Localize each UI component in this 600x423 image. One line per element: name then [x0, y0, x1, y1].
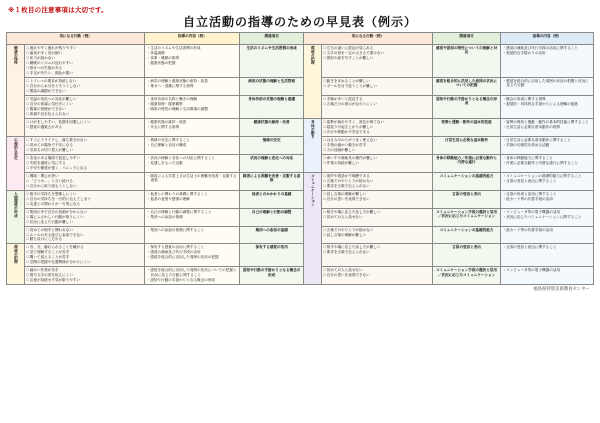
header-kininaru-left: 気になる行動（例）	[7, 33, 145, 45]
shido-cell: ・ 身体各部の名称と働きの理解 ・ 服薬管理・健康観察 ・ 障害の特性の理解と生活環境の調整	[145, 95, 240, 118]
shido-cell: ・ 自己の理解と行動の調整に関すること ・ 集団への参加の基礎	[145, 208, 240, 226]
kanren-cell: 障害による困難を改善・克服する意欲	[240, 172, 303, 190]
shido-cell: ・ 状況の理解と変化への対応に関すること ・ 見通しをもった活動	[145, 154, 240, 172]
kininaru-cell: □ 細かい作業が苦手 □ 図や文字の形を捉えにくい □ 注意が持続せず気が散りやすい	[25, 267, 145, 285]
kininaru-cell: □ 相手や場に応じた話し方が難しい □ 要求を言葉で伝えられない	[322, 244, 433, 267]
kininaru-cell: □ すぐにイライラし、落ち着きがない □ 初めての場所で不安になる □ 気持ちの切り替えが難しい	[25, 136, 145, 154]
shido-cell: ・ コンピュータ等の電子機器の活用 ・ 状況に応じたコミュニケーションに関すること	[501, 208, 594, 226]
shido-cell: ・ 病気の理解と健康状態の維持・改善 ・ 排せつ・清潔に関する指導	[145, 77, 240, 95]
category-shintai-no-ugoki: 身体の動き	[303, 118, 321, 172]
table-row	[7, 267, 594, 285]
kininaru-cell: □ はさみやのりがうまく使えない □ 手指の細かい動きが苦手 □ 力の加減が難しい	[322, 136, 433, 154]
shido-cell: ・ 障害による学習上又は生活上の困難を改善・克服する意欲	[145, 172, 240, 190]
kanren-cell: 情緒の安定	[240, 136, 303, 154]
shido-cell: ・ コミュニケーションの基礎的能力に関すること ・ 言語の受容と表出に関すること	[501, 172, 594, 190]
header-kanren-right: 関連項目	[433, 33, 501, 45]
kanren-cell: 姿勢と運動・動作の基本的技能	[433, 118, 501, 136]
header-shido-right: 指導の内容（例）	[501, 33, 594, 45]
table-row	[7, 136, 594, 154]
kanren-cell: 集団への参加の基礎	[240, 226, 303, 244]
kanren-cell: 保有する感覚の活用	[240, 244, 303, 267]
kininaru-cell: □ 興味・関心が狭い □ 「どうせ…」と言い続ける □ 自分から取り組もうとしない	[25, 172, 145, 190]
category-kenkou-no-hoji: 健康の保持	[7, 45, 25, 137]
kanren-cell: 言語の受容と表出	[433, 244, 501, 267]
kininaru-cell: □ 話し言葉の理解が難しい □ 自分の思いを表現できない	[322, 190, 433, 208]
shido-cell: ・ 保有する感覚の活用に関すること ・ 感覚の補助及び代行手段の活用 ・ 感覚を総合的に活用した周囲の状況の把握	[145, 244, 240, 267]
kininaru-cell: □ 相手の気持ちを想像しにくい □ 自分の気持ちを一方的に伝えてしまう □ 友達との関わりが一方的になる	[25, 190, 145, 208]
kininaru-cell: □ 手順が多いと混乱する □ 言葉だけの指示が伝わりにくい	[322, 95, 433, 118]
title-row	[6, 14, 594, 30]
kininaru-cell: □ 車いすや補助具の操作が難しい □ 作業の持続が難しい	[322, 154, 433, 172]
shido-cell: ・ 健康状態の維持・改善 ・ 安全に関する指導	[145, 118, 240, 136]
warning-note: ※１枚目の注意事項は大切です。	[8, 7, 108, 14]
kininaru-cell: □ トイレへの要求が持続しない □ 自分から水分をとろうとしない □ 服装の調節ができない	[25, 77, 145, 95]
table-row	[7, 172, 594, 190]
category-kankyo-no-haaku-right: 環境の把握	[303, 45, 321, 119]
kanren-cell: 言語の受容と表出	[433, 190, 501, 208]
shido-cell: ・ 概念の形成に関する指導 ・ 視覚的・具体的な手掛かりによる理解の促進	[501, 95, 594, 118]
kanren-cell: 他者とのかかわりの基礎	[240, 190, 303, 208]
shido-cell: ・ 日常生活に必要な基本動作に関すること ・ 手指の巧緻性を高める活動	[501, 136, 594, 154]
kininaru-cell: □ 初めての人と話せない □ 自分の思いを表現できない	[322, 267, 433, 285]
kanren-cell: コミュニケーションの基礎的能力	[433, 172, 501, 190]
header-shido-left: 指導の内容（例）	[145, 33, 240, 45]
kininaru-cell: □ 変化のある場面で混乱しやすい □ 失敗を過度に気にする □ 不安や緊張が強く、パニックになる	[25, 154, 145, 172]
table-row	[7, 77, 594, 95]
kanren-cell: 日常生活に必要な基本動作	[433, 136, 501, 154]
kininaru-cell: □ 集団の中で自分の役割が分からない □ 場にふさわしい行動が取りにくい □ 状況に応じた行動が難しい	[25, 208, 145, 226]
table-body	[7, 45, 594, 285]
table-row	[7, 244, 594, 267]
kanren-cell: 生活のリズムや生活習慣の形成	[240, 45, 303, 78]
category-ningenkankei-no-keisei: 人間関係の形成	[7, 190, 25, 244]
kanren-cell: コミュニケーション手段の選択と活用／状況に応じたコミュニケーション	[433, 267, 501, 285]
kininaru-cell: □ けがをしやすい、危険を回避しにくい □ 感覚の過敏さがある	[25, 118, 145, 136]
table-row	[7, 118, 594, 136]
header-kanren-left: 関連項目	[240, 33, 303, 45]
kininaru-cell: □ 発声や発語が不明瞭である □ 言葉でのやりとりが続かない □ 要求を言葉で伝えられない	[322, 172, 433, 190]
jiritsu-katsudo-table	[6, 32, 594, 285]
table-row	[7, 154, 594, 172]
kanren-cell: 感覚を総合的に活用した周囲の状況についての把握	[433, 77, 501, 95]
kanren-cell: 身体各部の状態の理解と養護	[240, 95, 303, 118]
shido-cell: ・ 感覚の補助及び代行手段の活用に関すること ・ 視覚的な手掛かりの活用	[501, 45, 594, 78]
header-kininaru-right: 気になる行動（例）	[303, 33, 432, 45]
shido-cell: ・ コンピュータ等の電子機器の活用	[501, 267, 594, 285]
category-communication: コミュニケーション	[303, 172, 321, 285]
kanren-cell: 感覚や認知の特性についての理解と対応	[433, 45, 501, 78]
shido-cell: ・ 絵カード等の代替手段の活用	[501, 226, 594, 244]
kanren-cell: 身体の移動能力／作業に必要な動作と円滑な遂行	[433, 154, 501, 172]
table-row	[7, 190, 594, 208]
kanren-cell: 状況の理解と変化への対応	[240, 154, 303, 172]
kininaru-cell: □ 初めての相手と関われない □ ルールのある遊びに参加できない □ 勝ち負けにこだわる	[25, 226, 145, 244]
table-row	[7, 95, 594, 118]
table-row	[7, 208, 594, 226]
kanren-cell: コミュニケーションの基礎的能力	[433, 226, 501, 244]
kininaru-cell: □ 動きをまねることが難しい □ ボールを目で追うことが難しい	[322, 77, 433, 95]
kanren-cell: 認知や行動の手掛かりとなる概念の形成	[240, 267, 303, 285]
kininaru-cell: □ 姿勢が崩れやすく、座位が保てない □ 寝返りや起き上がりが難しい □ 歩行や移動が不安定である	[322, 118, 433, 136]
kininaru-cell: □ 言葉でのやりとりが続かない □ 話し言葉の理解が難しい	[322, 226, 433, 244]
shido-cell: ・ 感覚を総合的に活用した周囲の状況の把握と状況に応じた行動	[501, 77, 594, 95]
kanren-cell: 健康状態の維持・改善	[240, 118, 303, 136]
kanren-cell: コミュニケーション手段の選択と活用／状況に応じたコミュニケーション	[433, 208, 501, 226]
shido-cell: ・ 生活のリズムや生活習慣の形成 ・ 体温調節 ・ 食事・睡眠の指導 ・ 健康状態の把握	[145, 45, 240, 78]
shido-cell: ・ 言語の受容と表出に関すること	[501, 244, 594, 267]
shido-cell: ・ 感覚を総合的に活用した周囲の状況についての把握と状況に応じた行動に関すること ・ 認知や行動の手掛かりとなる概念の形成	[145, 267, 240, 285]
kininaru-cell: □ 左右の違いに混乱が見られる □ 文字の形を一定の大きさで書けない □ 図形や絵を写すことが難しい	[322, 45, 433, 78]
kanren-cell: 病気の状態の理解と生活管理	[240, 77, 303, 95]
kininaru-cell: □ 音、光、触れられることを嫌がる □ 見て理解することが苦手 □ 聞いて覚えることが苦手 □ 空間の把握や位置関係が分かりにくい	[25, 244, 145, 267]
category-kankyo-no-haaku-left: 環境の把握	[7, 244, 25, 285]
table-row	[7, 226, 594, 244]
shido-cell: ・ 集団への参加の基礎に関すること	[145, 226, 240, 244]
kininaru-cell: □ 疲れやすく疲れが残りやすい □ 偏食が多く食が細い □ 体力が続かない □ 睡眠のリズムが乱れやすい □ 排せつの失敗がある □ 手足が冷たい、顔色が悪い	[25, 45, 145, 78]
shido-cell: ・ 情緒の安定に関すること ・ 自己理解と自信の醸成	[145, 136, 240, 154]
shido-cell: ・ 姿勢の保持と運動・動作の基本的技能に関すること ・ 日常生活に必要な基本動作の指導	[501, 118, 594, 136]
footer-source: 福島県特別支援教育センター	[533, 286, 590, 292]
kininaru-cell: □ 気温の変化への対応が難しい □ 自分の体調に気付きにくい □ 服薬の管理ができない □ 体調不良を伝えられない	[25, 95, 145, 118]
table-row	[7, 45, 594, 78]
kanren-cell: 自己の理解と行動の調整	[240, 208, 303, 226]
category-shinriteki-na-antei: 心理的な安定	[7, 136, 25, 190]
kininaru-cell: □ 相手や場に応じた話し方が難しい □ 初めての人と話せない	[322, 208, 433, 226]
shido-cell: ・ 言語の形成と活用に関すること ・ 絵カード等の代替手段の活用	[501, 190, 594, 208]
kanren-cell: 認知や行動の手掛かりとなる概念の形成	[433, 95, 501, 118]
shido-cell: ・ 身体の移動能力に関すること ・ 作業に必要な動作と円滑な遂行に関すること	[501, 154, 594, 172]
shido-cell: ・ 他者との関わりの基礎に関すること ・ 他者の意図や感情の理解	[145, 190, 240, 208]
table-header	[7, 33, 594, 45]
page-title: 自立活動の指導のための早見表（例示）	[182, 15, 418, 29]
